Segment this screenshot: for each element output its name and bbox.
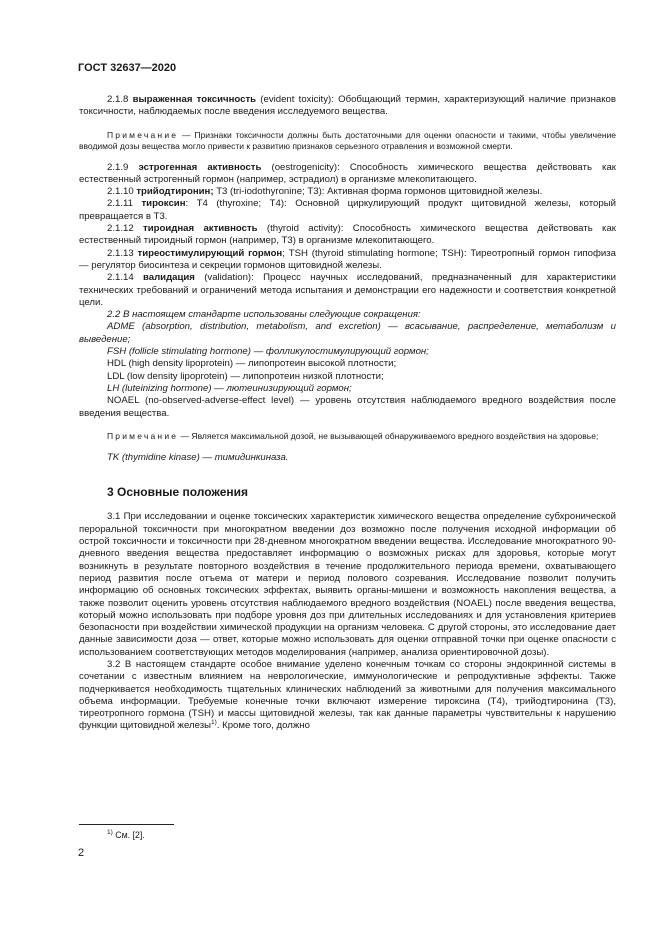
footnote-ref: 1)	[211, 719, 217, 727]
term: тироксин	[141, 198, 186, 210]
clause-number: 2.1.9	[107, 161, 139, 173]
abbreviations-intro: 2.2 В настоящем стандарте использованы следующие сокращения:	[107, 309, 421, 321]
clause-number: 2.1.12	[107, 223, 144, 235]
abbr-tk: TK (thymidine kinase) — тимидинкиназа.	[107, 451, 289, 463]
footnote-mark: 1)	[107, 829, 113, 837]
paragraph-text: 3.2 В настоящем стандарте особое внимание уделено конечным точкам со стороны эндокринной системы в сочетании с известным влиянием на неврологические, иммунологические и репродуктивные эффекты. Также подчеркивается необходимость тщательных клинических наблюдений за животными для получения максимального объема информации. Требуемые конечные точки включают измерение тироксина (Т4), трийодтиронина (Т3), тиреотропного гормона (TSH) и массы щитовидной железы, так как данные параметры чувствительны к нарушению функции щитовидной железы	[79, 658, 616, 732]
abbr-ldl: LDL (low density lipoprotein) — липопротеин низкой плотности;	[107, 370, 384, 382]
term: валидация	[142, 272, 195, 284]
section-3-heading: 3 Основные положения	[107, 485, 249, 500]
definition-2-1-11	[79, 198, 616, 223]
definition-text: (validation): Процесс научных исследований, предназначенный для характеристики технических требований и ограничений метода испытания и демонстрации его надежности и соответствия конкретной цели.	[79, 272, 616, 308]
page-number: 2	[78, 847, 85, 859]
term: выраженная токсичность	[132, 94, 257, 105]
paragraph-3-2	[79, 659, 616, 733]
term: тиреостимулирующий гормон	[137, 247, 283, 259]
definition-text: ; TSH (thyroid stimulating hormone; TSH): Тиреотропный гормон гипофиза — регулятор биосинтеза и секреции гормонов щитовидной железы.	[79, 247, 616, 271]
note-label: Примечание	[107, 430, 179, 441]
footnote-divider	[79, 824, 174, 825]
abbr-adme: ADME (absorption, distribution, metabolism, and excretion) — всасывание, распределение, метаболизм и выведение;	[79, 321, 616, 345]
clause-number: 2.1.11	[107, 198, 142, 210]
clause-number: 2.1.14	[107, 272, 143, 284]
footnote-text: См. [2].	[112, 830, 145, 840]
definition-text: (oestrogenicity): Способность химического вещества действовать как естественный эстрогенный гормон (например, эстрадиол) в организме млекопитающего.	[79, 161, 616, 185]
clause-number: 2.1.10	[107, 186, 137, 198]
term: эстрогенная активность	[138, 161, 262, 173]
definition-text: (evident toxicity): Обобщающий термин, характеризующий наличие признаков токсичности, наблюдаемых после введения исследуемого вещества.	[79, 94, 616, 118]
document-body	[79, 94, 616, 733]
abbr-lh: LH (luteinizing hormone) — лютеинизирующий гормон;	[107, 382, 352, 394]
note-text: — Признаки токсичности должны быть достаточными для оценки опасности и такими, чтобы увеличение вводимой дозы вещества могло привести к развитию признаков серьезного отравления и возможной смерти.	[79, 129, 616, 151]
definition-2-1-13	[79, 248, 616, 273]
definition-text: (thyroid activity): Способность химического вещества действовать как естественный тироидный гормон (например, Т3) в организме млекопитающего.	[79, 223, 616, 247]
clause-number: 2.1.13	[107, 247, 138, 259]
paragraph-3-1: 3.1 При исследовании и оценке токсических характеристик химического вещества определение субхронической пероральной токсичности при многократном введении доз возможно после получения исходной информации об острой токсичности и токсичности при 28-дневном многократном введении вещества. Исследование многократного 90-дневного введения вещества предоставляет информацию о возможных рисках для здоровья, которые могут возникнуть в результате повторного воздействия в течение продолжительного периода времени, охватывающего период развития после отъема от матери и период полового созревания. Исследование позволит получить информацию об основных токсических эффектах, выявить органы-мишени и возможность накопления вещества, а также позволит оценить уровень отсутствия наблюдаемого вредного воздействия (NOAEL) после введения вещества, который можно использовать при подборе уровня доз при длительных исследованиях и для установления критериев безопасности при воздействии химической продукции на организм человека. С другой стороны, это исследование дает данные зависимости доза — ответ, которые можно использовать для оценки отправной точки при оценке опасности с использованием соответствующих методов моделирования (например, анализа ориентировочной дозы).	[79, 511, 616, 658]
definition-text: Т3 (tri-iodothyronine; Т3): Активная форма гормонов щитовидной железы.	[213, 186, 543, 198]
note-label: Примечание	[107, 129, 179, 140]
note-text: — Является максимальной дозой, не вызывающей обнаруживаемого вредного воздействия на здоровье;	[178, 430, 599, 441]
definition-2-1-14	[79, 272, 616, 309]
term: тироидная активность	[143, 223, 258, 235]
footnote	[107, 830, 145, 840]
abbr-noael: NOAEL (no-observed-adverse-effect level) — уровень отсутствия наблюдаемого вредного воздействия после введения вещества.	[79, 395, 616, 419]
definition-2-1-9	[79, 162, 616, 187]
term: трийодтиронин;	[136, 186, 214, 198]
note-toxicity	[79, 130, 616, 152]
definition-2-1-10	[79, 186, 616, 198]
document-header: ГОСТ 32637—2020	[78, 62, 177, 74]
abbr-fsh: FSH (follicle stimulating hormone) — фолликулостимулирующий гормон;	[107, 346, 429, 358]
definition-2-1-8	[79, 94, 616, 119]
note-noael	[79, 431, 616, 442]
definition-2-1-12	[79, 223, 616, 248]
clause-number: 2.1.8	[107, 94, 133, 105]
paragraph-tail: . Кроме того, должно	[216, 720, 310, 732]
abbr-hdl: HDL (high density lipoprotein) — липопротеин высокой плотности;	[107, 358, 397, 370]
definition-text: : Т4 (thyroxine; Т4): Основной циркулирующий продукт щитовидной железы, который превращается в Т3.	[79, 198, 616, 222]
